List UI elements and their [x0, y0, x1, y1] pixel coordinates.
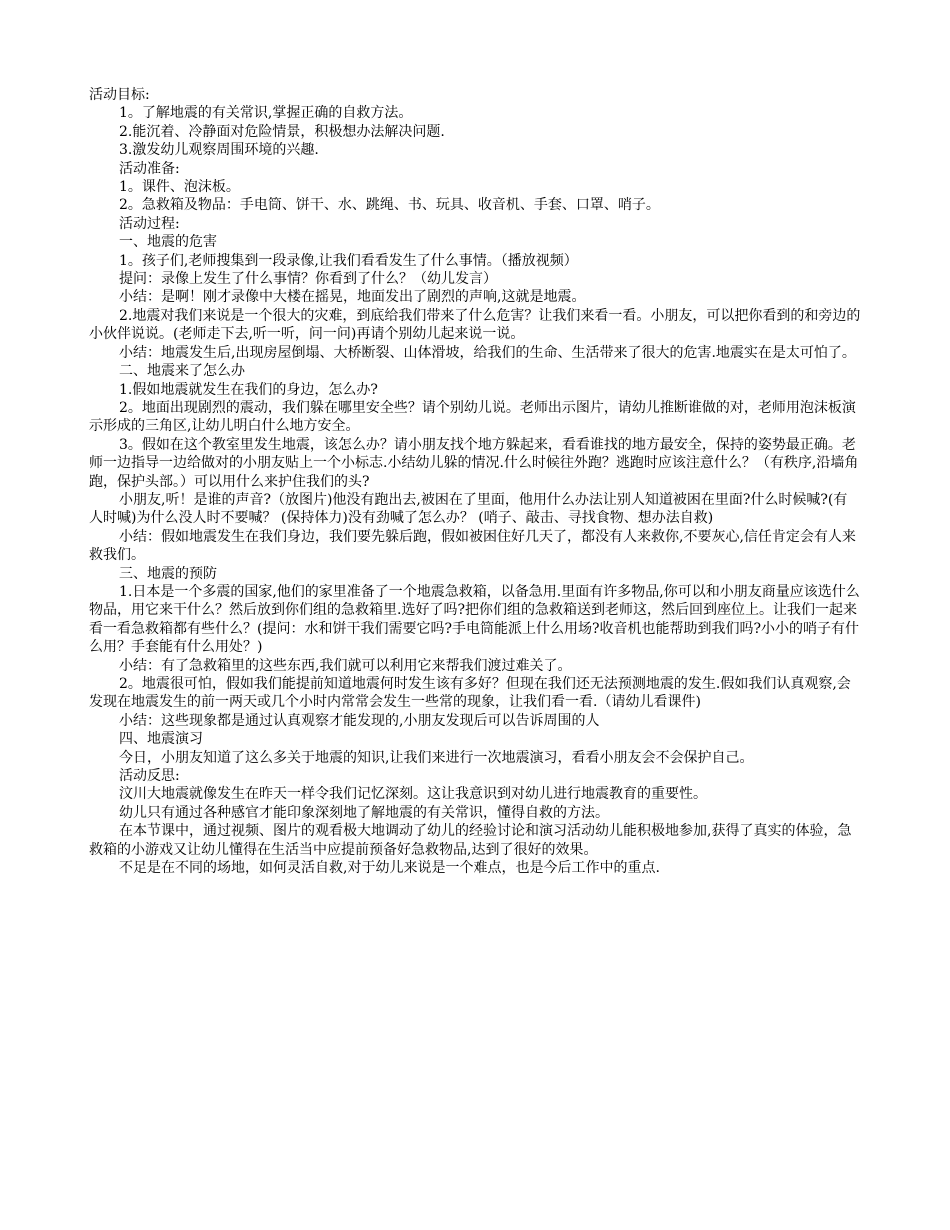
document-body	[89, 86, 861, 877]
paragraph: 2.地震对我们来说是一个很大的灾难，到底给我们带来了什么危害？让我们来看一看。小朋友，可以把你看到的和旁边的小伙伴说说。(老师走下去,听一听，问一问)再请个别幼儿起来说一说。	[89, 307, 861, 343]
section-heading: 四、地震演习	[119, 731, 203, 748]
paragraph: 提问：录像上发生了什么事情？你看到了什么？（幼儿发言）	[119, 271, 497, 288]
paragraph: 在本节课中，通过视频、图片的观看极大地调动了幼儿的经验讨论和演习活动幼儿能积极地参加,获得了真实的体验，急救箱的小游戏又让幼儿懂得在生活当中应提前预备好急救物品,达到了很好的效果。	[89, 823, 852, 858]
paragraph: 小朋友,听！是谁的声音?（放图片)他没有跑出去,被困在了里面，他用什么办法让别人知道被困在里面?什么时候喊?(有人时喊)为什么没人时不要喊？ (保持体力)没有劲喊了怎么办？ (哨子、敲击、寻找食物、想办法自救)	[89, 491, 848, 527]
paragraph: 2.能沉着、冷静面对危险情景，积极想办法解决问题.	[119, 123, 445, 140]
section-heading: 一、地震的危害	[119, 234, 217, 251]
paragraph: 3。假如在这个教室里发生地震，该怎么办？请小朋友找个地方躲起来，看看谁找的地方最安全，保持的姿势最正确。老师一边指导一边给做对的小朋友贴上一个小标志.小结幼儿躲的情况.什么时候往外跑？逃跑时应该注意什么？（有秩序,沿墙角跑，保护头部。）可以用什么来护住我们的头?	[89, 436, 859, 490]
paragraph: 小结：地震发生后,出现房屋倒塌、大桥断裂、山体滑坡，给我们的生命、生活带来了很大的危害.地震实在是太可怕了。	[119, 344, 856, 361]
paragraph: 2。地面出现剧烈的震动，我们躲在哪里安全些？请个别幼儿说。老师出示图片，请幼儿推断谁做的对，老师用泡沫板演示形成的三角区,让幼儿明白什么地方安全。	[89, 399, 856, 435]
paragraph: 1。课件、泡沫板。	[119, 179, 240, 196]
paragraph: 2。地震很可怕，假如我们能提前知道地震何时发生该有多好？但现在我们还无法预测地震的发生.假如我们认真观察,会发现在地震发生的前一两天或几个小时内常常会发生一些常的现象，让我们看一看.（请幼儿看课件)	[89, 676, 851, 711]
paragraph: 幼儿只有通过各种感官才能印象深刻地了解地震的有关常识，懂得自救的方法。	[119, 804, 609, 821]
paragraph: 1。了解地震的有关常识,掌握正确的自救方法。	[119, 105, 413, 122]
paragraph: 不足是在不同的场地，如何灵活自救,对于幼儿来说是一个难点，也是今后工作中的重点.	[119, 860, 660, 877]
paragraph: 1。孩子们,老师搜集到一段录像,让我们看看发生了什么事情。（播放视频）	[119, 252, 578, 269]
paragraph: 2。急救箱及物品：手电筒、饼干、水、跳绳、书、玩具、收音机、手套、口罩、哨子。	[119, 197, 660, 214]
paragraph: 汶川大地震就像发生在昨天一样令我们记忆深刻。这让我意识到对幼儿进行地震教育的重要性。	[119, 786, 707, 803]
paragraph: 小结：这些现象都是通过认真观察才能发现的,小朋友发现后可以告诉周围的人	[119, 712, 600, 729]
paragraph: 小结：假如地震发生在我们身边，我们要先躲后跑，假如被困住好几天了，都没有人来救你,不要灰心,信任肯定会有人来救我们。	[89, 528, 856, 564]
paragraph: 小结：有了急救箱里的这些东西,我们就可以利用它来帮我们渡过难关了。	[119, 657, 572, 674]
section-heading: 活动过程:	[119, 215, 180, 232]
section-heading: 三、地震的预防	[119, 565, 217, 582]
paragraph: 1.日本是一个多震的国家,他们的家里准备了一个地震急救箱，以备急用.里面有许多物品,你可以和小朋友商量应该选什么物品，用它来干什么？然后放到你们组的急救箱里.选好了吗?把你们组的急救箱送到老师这，然后回到座位上。让我们一起来看一看急救箱都有些什么？(提问：水和饼干我们需要它吗?手电筒能派上什么用场?收音机也能帮助到我们吗?小小的哨子有什么用？手套能有什么用处？)	[89, 583, 860, 656]
paragraph: 小结：是啊！刚才录像中大楼在摇晃，地面发出了剧烈的声响,这就是地震。	[119, 289, 586, 306]
paragraph: 3.激发幼儿观察周围环境的兴趣.	[119, 142, 319, 159]
section-heading: 二、地震来了怎么办	[119, 363, 245, 380]
section-heading: 活动准备:	[119, 160, 180, 177]
paragraph: 今日，小朋友知道了这么多关于地震的知识,让我们来进行一次地震演习，看看小朋友会不会保护自己。	[119, 749, 754, 766]
section-heading: 活动反思:	[119, 768, 180, 785]
paragraph: 活动目标:	[89, 87, 150, 103]
paragraph: 1.假如地震就发生在我们的身边，怎么办?	[119, 381, 378, 398]
